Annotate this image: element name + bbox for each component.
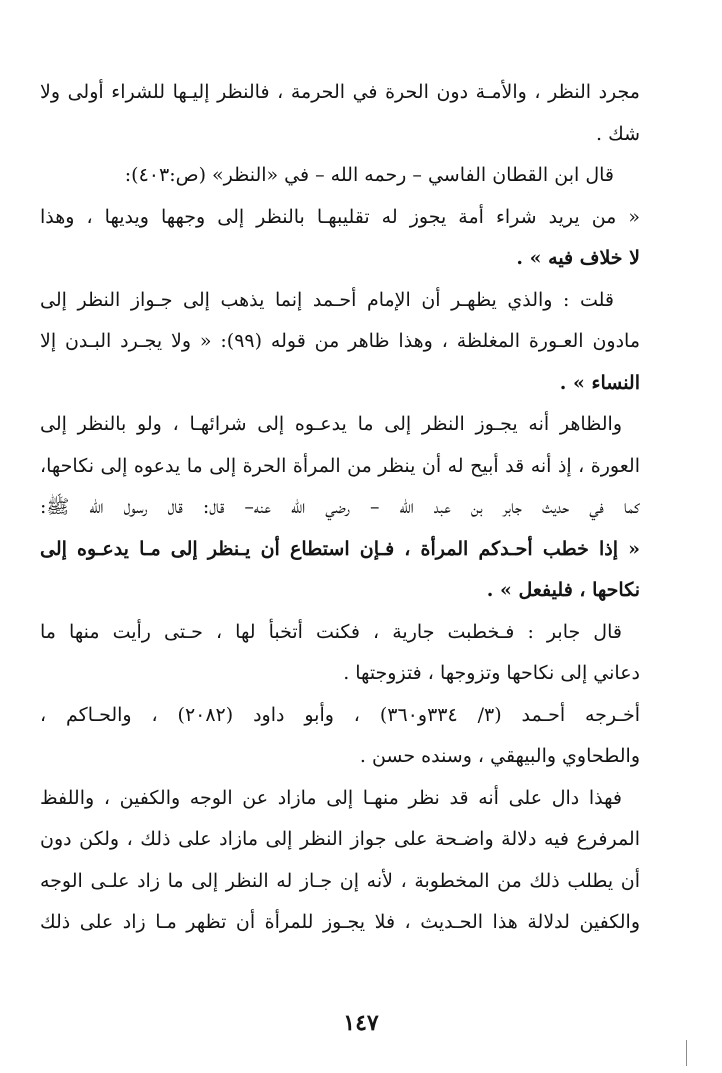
text-line-6: قلت : والذي يظهـر أن الإمام أحـمد إنما يذهب إلى جـواز النظر إلى [40, 288, 614, 311]
hadith-line-2: نكاحها ، فليفعل » . [486, 579, 640, 601]
text-line-10: العورة ، إذ أنه قد أبيح له أن ينظر من المرأة الحرة إلى ما يدعوه إلى نكاحها، [40, 454, 640, 477]
text-line-14: قال جابر : فـخطبت جارية ، فكنت أتخبأ لها ، حـتى رأيت منها ما [40, 620, 622, 643]
quote-line-1: « من يريد شراء أمة يجوز له تقليبهـا بالنظر إلى وجهها ويديها ، وهذا [40, 205, 640, 228]
text-line-9: والظاهر أنه يجـوز النظر إلى ما يدعـوه إلى شرائهـا ، ولو بالنظر إلى [40, 413, 622, 435]
hadith-line-1: « إذا خطب أحـدكم المرأة ، فـإن استطاع أن يـنظر إلى مـا يدعـوه إلى [40, 537, 640, 560]
page-body [40, 72, 640, 944]
text-line-18: فهذا دال على أنه قد نظر منهـا إلى مازاد عن الوجه والكفين ، واللفظ [40, 786, 622, 809]
scan-edge-mark [686, 1040, 687, 1066]
quote-line-2: لا خلاف فيه » . [516, 247, 640, 269]
text-line-1: مجرد النظر ، والأمـة دون الحرة في الحرمة ، فالنظر إليـها للشراء أولى ولا [40, 81, 640, 103]
page-number: ١٤٧ [343, 1010, 379, 1036]
text-line-11: كما في حديث جابر بن عبد الله – رضي الله عنه– قال: قال رسول الله ﷺ: [40, 496, 640, 518]
text-line-2: شك . [595, 122, 640, 145]
text-line-16: أخـرجه أحـمد (٣/ ٣٣٤و٣٦٠) ، وأبو داود (٢٠٨٢) ، والحـاكم ، [40, 703, 640, 726]
text-line-15: دعاني إلى نكاحها وتزوجها ، فتزوجتها . [343, 662, 640, 684]
text-line-20: أن يطلب ذلك من المخطوبة ، لأنه إن جـاز له النظر إلى ما زاد علـى الوجه [40, 869, 640, 892]
text-line-19: المرفرع فيه دلالة واضـحة على جواز النظر إلى مازاد على ذلك ، ولكن دون [40, 828, 640, 850]
text-line-21: والكفين لدلالة هذا الحـديث ، فلا يجـوز للمرأة أن تظهر مـا زاد على ذلك [40, 911, 640, 933]
text-line-7: مادون العـورة المغلظة ، وهذا ظاهر من قوله (٩٩): « ولا يجـرد البـدن إلا [40, 330, 640, 352]
text-line-17: والطحاوي والبيهقي ، وسنده حسن . [359, 745, 640, 767]
text-line-3: قال ابن القطان الفاسي – رحمه الله – في «النظر» (ص:٤٠٣): [124, 164, 614, 186]
text-line-8: النساء » . [559, 371, 640, 394]
